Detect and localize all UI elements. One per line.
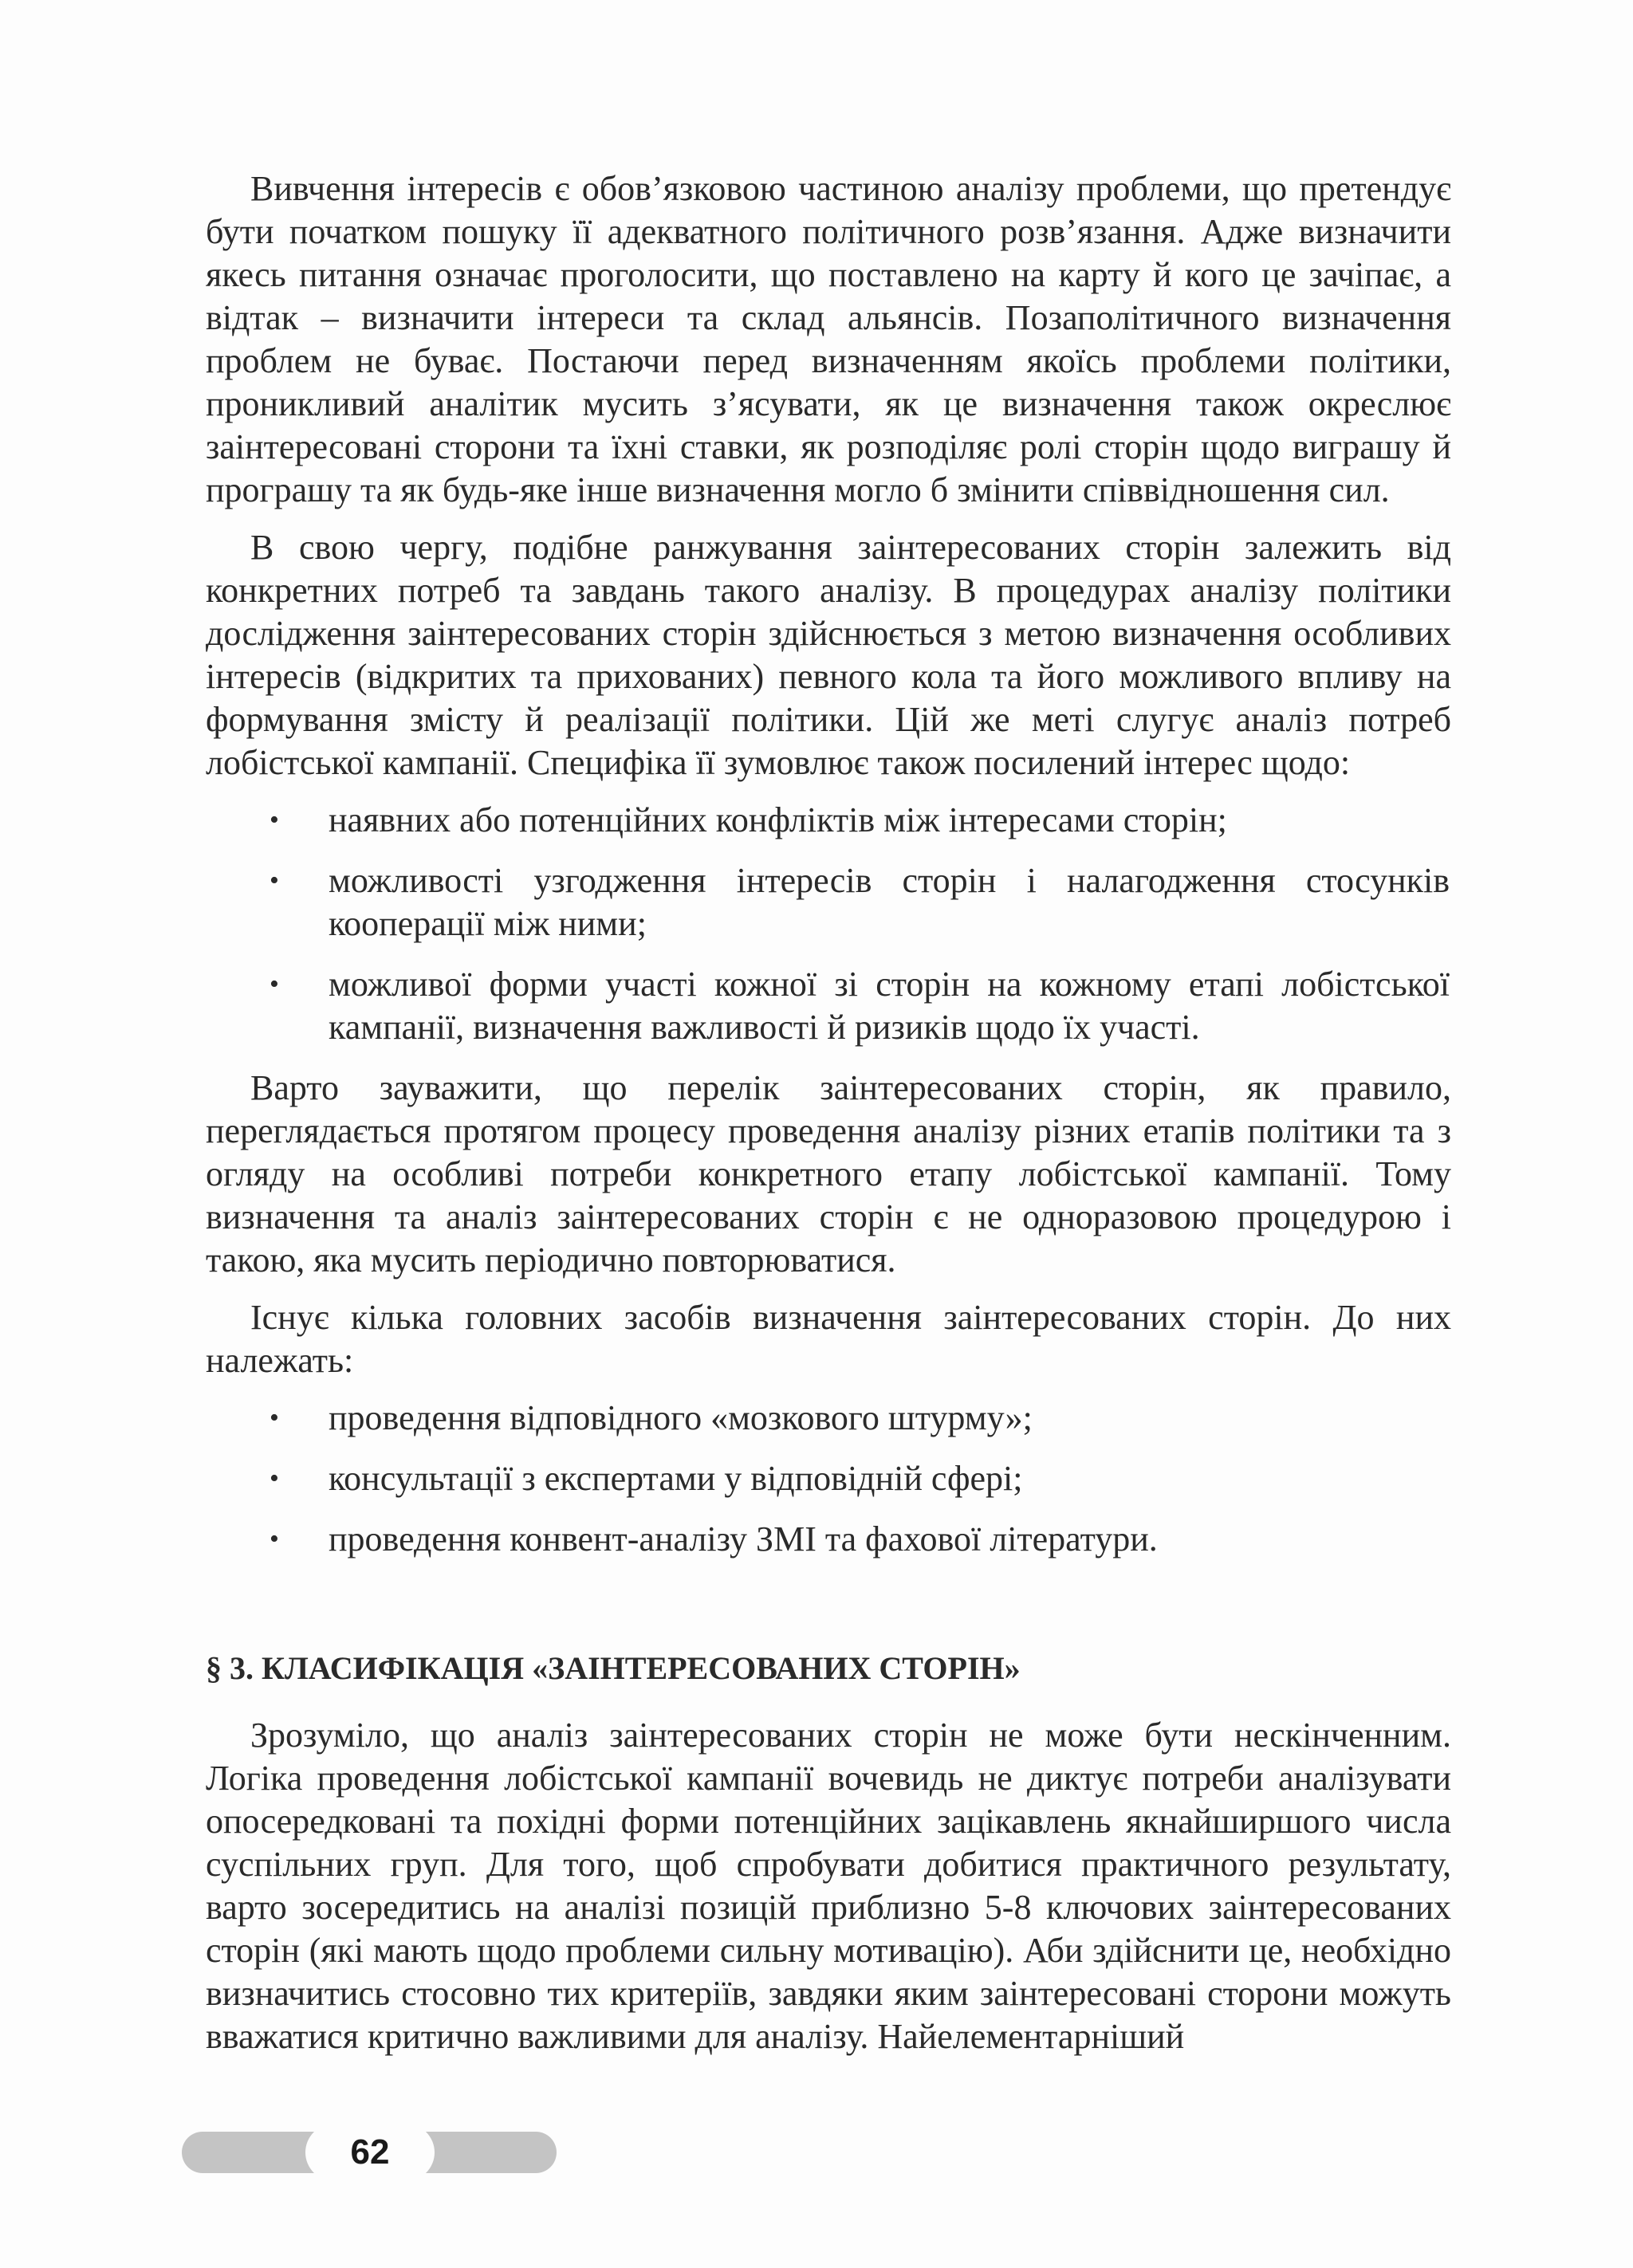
- bullet-icon: •: [270, 1464, 279, 1493]
- list-item-text: можливої форми участі кожної зі сторін на кожному етапі лобістської кампанії, визначення важливості й ризиків щодо їх участі.: [329, 965, 1450, 1047]
- list-item: [206, 1518, 1451, 1561]
- list-item: [206, 1457, 1451, 1500]
- interests-list: [206, 799, 1450, 1049]
- means-list: [206, 1397, 1451, 1561]
- list-item-text: проведення відповідного «мозкового штурму»;: [329, 1398, 1033, 1437]
- list-item-text: консультації з експертами у відповідній сфері;: [329, 1459, 1023, 1498]
- page-content: [206, 167, 1451, 2073]
- list-item-text: наявних або потенційних конфліктів між інтересами сторін;: [329, 800, 1227, 839]
- bullet-icon: •: [270, 1524, 279, 1554]
- section-heading: § 3. КЛАСИФІКАЦІЯ «ЗАІНТЕРЕСОВАНИХ СТОРІН»: [206, 1650, 1021, 1686]
- page-number-box: [305, 2124, 435, 2181]
- list-item: [206, 963, 1450, 1049]
- bullet-icon: •: [270, 805, 279, 835]
- bullet-icon: •: [270, 1403, 279, 1433]
- page-number: 62: [350, 2132, 390, 2172]
- paragraph-ranking: В свою чергу, подібне ранжування заінтересованих сторін залежить від конкретних потреб та завдань такого аналізу. В процедурах аналізу політики дослідження заінтересованих сторін здійснюється з метою визначення особливих інтересів (відкритих та прихованих) певного кола та його можливого впливу на формування змісту й реалізації політики. Цій же меті слугує аналіз потреб лобістської кампанії. Специфіка її зумовлює також посилений інтерес щодо:: [206, 528, 1451, 782]
- list-item-text: проведення конвент-аналізу ЗМІ та фахової літератури.: [329, 1519, 1158, 1559]
- list-item: [206, 1397, 1451, 1440]
- list-item: [206, 799, 1450, 842]
- bullet-icon: •: [270, 969, 279, 999]
- paragraph-list-revision: Варто зауважити, що перелік заінтересованих сторін, як правило, переглядається протягом процесу проведення аналізу різних етапів політики та з огляду на особливі потреби конкретного етапу лобістської кампанії. Тому визначення та аналіз заінтересованих сторін є не одноразовою процедурою і такою, яка мусить періодично повторюватися.: [206, 1068, 1451, 1279]
- paragraph-interests-study: Вивчення інтересів є обов’язковою частиною аналізу проблеми, що претендує бути початком пошуку її адекватного політичного розв’язання. Адже визначити якесь питання означає проголосити, що поставлено на карту й кого це зачіпає, а відтак – визначити інтереси та склад альянсів. Позаполітичного визначення проблем не буває. Постаючи перед визначенням якоїсь проблеми політики, проникливий аналітик мусить з’ясувати, як це визначення також окреслює заінтересовані сторони та їхні ставки, як розподіляє ролі сторін щодо виграшу й програшу та як будь-яке інше визначення могло б змінити співвідношення сил.: [206, 169, 1451, 509]
- paragraph-analysis-limits: Зрозуміло, що аналіз заінтересованих сторін не може бути нескінченним. Логіка проведення лобістської кампанії вочевидь не диктує потреби аналізувати опосередковані та похідні форми потенційних зацікавлень якнайширшого числа суспільних груп. Для того, щоб спробувати добитися практичного результату, варто зосередитись на аналізі позицій приблизно 5-8 ключових заінтересованих сторін (які мають щодо проблеми сильну мотивацію). Аби здійснити це, необхідно визначитись стосовно тих критеріїв, завдяки яким заінтересовані сторони можуть вважатися критично важливими для аналізу. Найелементарніший: [206, 1716, 1451, 2056]
- paragraph-means-intro: Існує кілька головних засобів визначення заінтересованих сторін. До них належать:: [206, 1298, 1451, 1380]
- bullet-icon: •: [270, 866, 279, 895]
- list-item-text: можливості узгодження інтересів сторін і налагодження стосунків кооперації між ними;: [329, 861, 1450, 943]
- list-item: [206, 859, 1450, 945]
